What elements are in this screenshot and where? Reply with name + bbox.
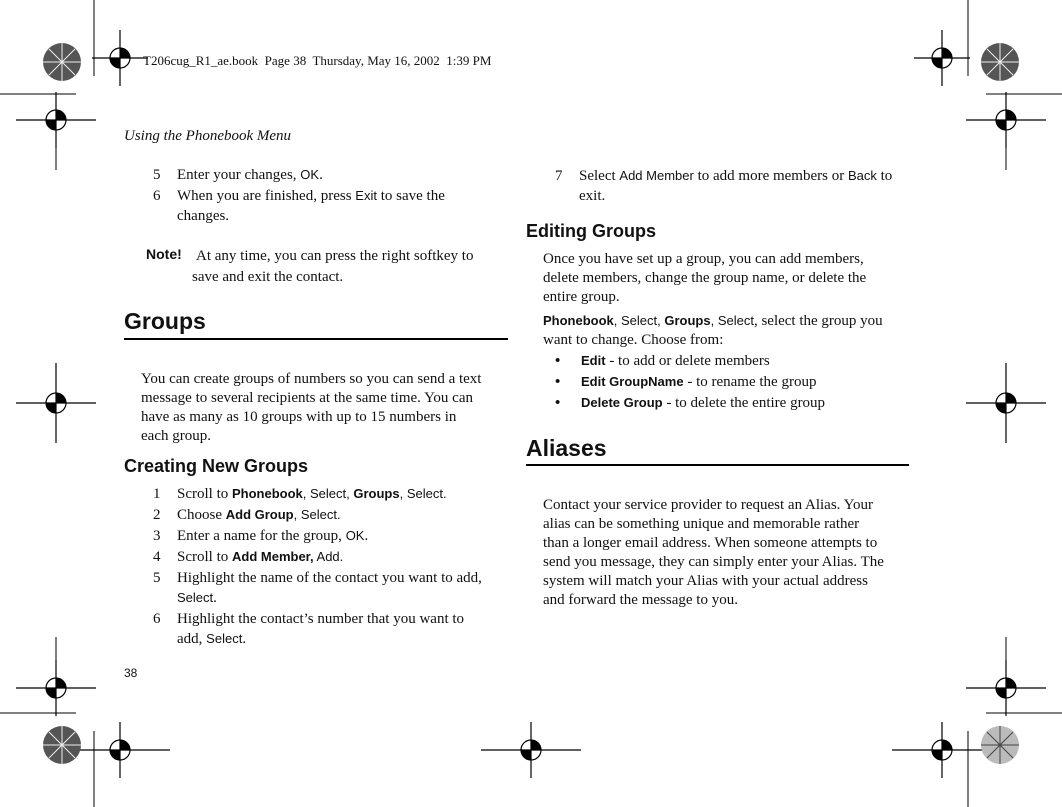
bullet-delete-group: • Delete Group - to delete the entire group: [555, 395, 826, 411]
groups-heading: Groups: [124, 308, 206, 334]
create-step-5: 5 Highlight the name of the contact you want to add, Select.: [153, 570, 482, 606]
note-label: Note!: [146, 246, 182, 262]
create-step-6: 6 Highlight the contact’s number that you want to add, Select.: [153, 611, 465, 647]
groups-paragraph: You can create groups of numbers so you can send a text message to several recipients at the same time. You can have as many as 10 groups with up to 15 numbers in each group.: [141, 371, 482, 444]
step-5-top: 5 Enter your changes, OK.: [153, 167, 323, 183]
book-info-slug: T206cug_R1_ae.book Page 38 Thursday, May 16, 2002 1:39 PM: [143, 53, 492, 68]
creating-groups-heading: Creating New Groups: [124, 456, 309, 476]
create-step-4: 4 Scroll to Add Member, Add.: [153, 549, 344, 565]
aliases-paragraph: Contact your service provider to request an Alias. Your alias can be something unique and memorable rather than a longer email address. When someone attempts to send you message, they can simply enter your Alias. The system will match your Alias with your actual address and forward the message to you.: [543, 497, 884, 608]
step-7: 7 Select Add Member to add more members or Back to exit.: [555, 168, 893, 204]
editing-paragraph: Once you have set up a group, you can add members, delete members, change the group name, or delete the entire group.: [543, 251, 867, 305]
note-text: At any time, you can press the right softkey to save and exit the contact.: [192, 248, 474, 285]
page-number: 38: [124, 666, 138, 680]
aliases-rule: [526, 464, 909, 466]
aliases-heading: Aliases: [526, 435, 607, 461]
navigation-path: Phonebook, Select, Groups, Select, select the group you want to change. Choose from:: [543, 313, 883, 348]
bullet-edit-groupname: • Edit GroupName - to rename the group: [555, 374, 817, 390]
groups-rule: [124, 338, 508, 340]
create-step-3: 3 Enter a name for the group, OK.: [153, 528, 369, 544]
running-title: Using the Phonebook Menu: [124, 128, 292, 144]
create-step-2: 2 Choose Add Group, Select.: [153, 507, 341, 523]
bullet-edit: • Edit - to add or delete members: [555, 353, 770, 369]
editing-groups-heading: Editing Groups: [526, 221, 656, 241]
step-6-top: 6 When you are finished, press Exit to save the changes.: [153, 188, 445, 224]
create-step-1: 1 Scroll to Phonebook, Select, Groups, Select.: [153, 486, 447, 502]
